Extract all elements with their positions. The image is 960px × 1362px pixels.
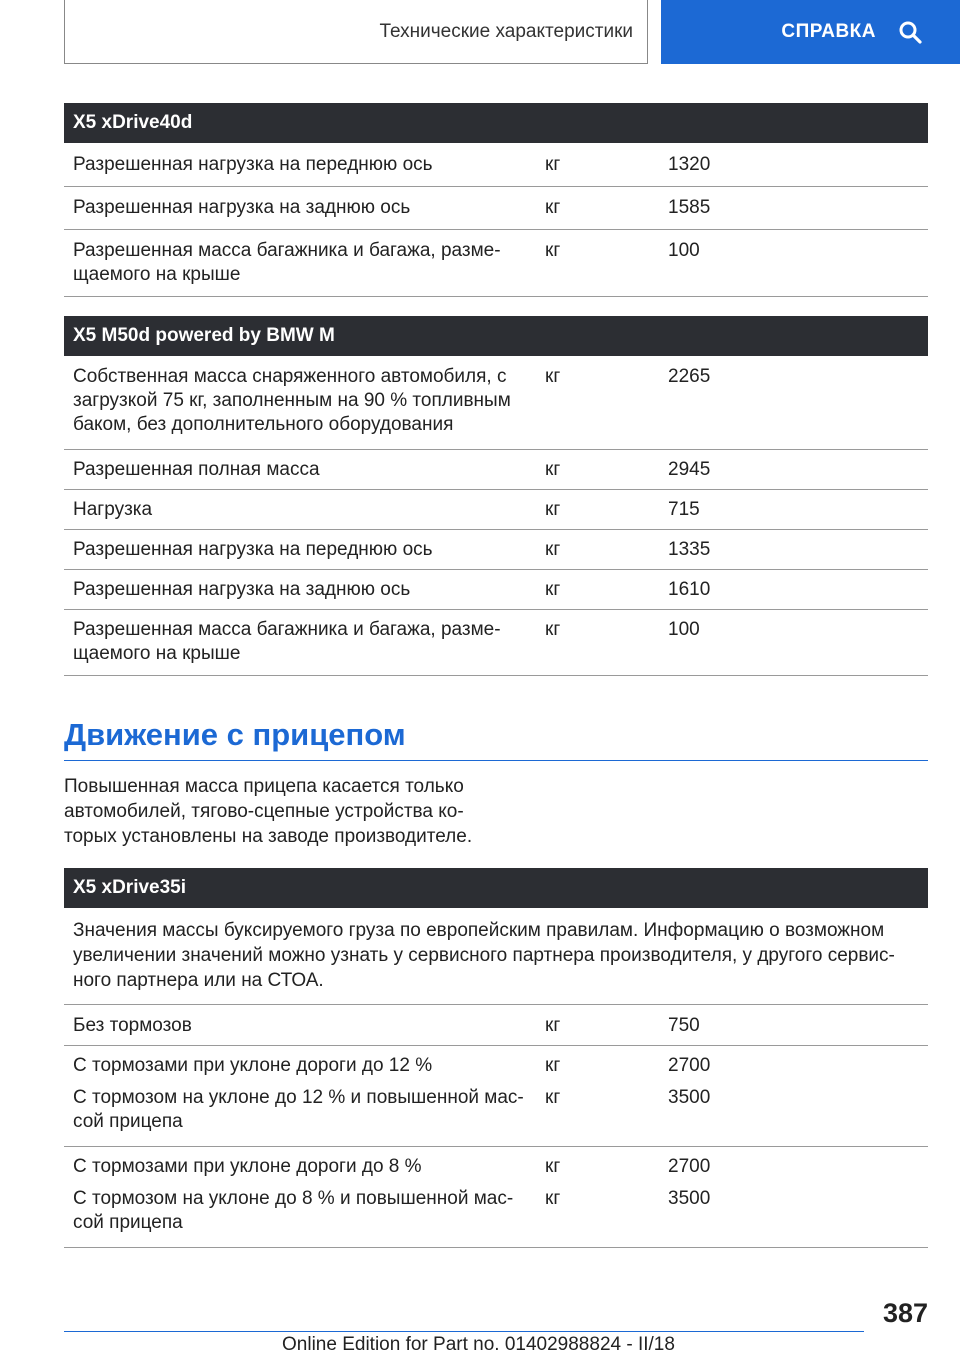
row-label: С тормозом на уклоне до 8 % и повышенной мас-сой прицепа xyxy=(73,1188,514,1233)
row-value: 750 xyxy=(668,1015,700,1036)
row-value: 100 xyxy=(668,619,700,640)
search-icon[interactable] xyxy=(898,20,922,44)
table-row xyxy=(64,1005,928,1046)
row-unit: кг xyxy=(545,1156,561,1177)
row-label: Разрешенная масса багажника и багажа, разме-щаемого на крыше xyxy=(73,240,501,285)
row-value: 3500 xyxy=(668,1188,711,1209)
section-heading-towing: Движение с прицепом xyxy=(64,712,928,761)
row-unit: кг xyxy=(545,539,561,560)
table-row xyxy=(64,570,928,610)
row-unit: кг xyxy=(545,240,561,261)
row-label: Разрешенная полная масса xyxy=(73,459,320,480)
help-nav-label: СПРАВКА xyxy=(781,21,876,42)
row-unit: кг xyxy=(545,366,561,387)
row-value: 100 xyxy=(668,240,700,261)
table-row-group xyxy=(64,1046,928,1147)
row-unit: кг xyxy=(545,197,561,218)
towing-note: Значения массы буксируемого груза по европейским правилам. Информацию о возможном увеличении значений можно узнать у сервисного партнера производителя, у другого сервис-ного партнера или на СТОА. xyxy=(64,908,928,1005)
row-unit: кг xyxy=(545,154,561,175)
row-value: 1610 xyxy=(668,579,711,600)
row-label: С тормозом на уклоне до 12 % и повышенной мас-сой прицепа xyxy=(73,1087,524,1132)
row-value: 1320 xyxy=(668,154,711,175)
row-label: Разрешенная нагрузка на заднюю ось xyxy=(73,197,411,218)
page-number: 387 xyxy=(882,1298,928,1328)
table-row xyxy=(64,490,928,530)
row-unit: кг xyxy=(545,1055,561,1076)
row-value: 2700 xyxy=(668,1156,711,1177)
row-unit: кг xyxy=(545,459,561,480)
row-value: 2945 xyxy=(668,459,711,480)
edition-footer: Online Edition for Part no. 01402988824 - II/18 xyxy=(282,1334,675,1355)
table-row xyxy=(64,143,928,187)
row-unit: кг xyxy=(545,1087,561,1108)
header-section-title-box xyxy=(64,0,648,64)
row-unit: кг xyxy=(545,1188,561,1209)
row-label: Разрешенная масса багажника и багажа, разме-щаемого на крыше xyxy=(73,619,501,664)
table-model-header: X5 xDrive40d xyxy=(64,103,928,143)
table-row xyxy=(64,187,928,230)
row-label: Собственная масса снаряженного автомобиля, с загрузкой 75 кг, заполненным на 90 % топливным баком, без дополнительного оборудования xyxy=(73,366,511,435)
row-label: Без тормозов xyxy=(73,1015,192,1036)
row-label: Разрешенная нагрузка на переднюю ось xyxy=(73,154,433,175)
table-row xyxy=(64,230,928,297)
table-row xyxy=(64,450,928,490)
help-nav-button[interactable] xyxy=(661,0,960,64)
table-model-header: X5 xDrive35i xyxy=(64,868,928,908)
row-value: 715 xyxy=(668,499,700,520)
row-value: 2265 xyxy=(668,366,711,387)
table-row xyxy=(64,356,928,450)
table-row xyxy=(64,530,928,570)
table-row-group xyxy=(64,1147,928,1248)
spec-table-x5-xdrive40d xyxy=(64,103,928,297)
row-label: С тормозами при уклоне дороги до 8 % xyxy=(73,1156,422,1177)
row-value: 2700 xyxy=(668,1055,711,1076)
spec-table-x5-xdrive35i xyxy=(64,868,928,1248)
row-unit: кг xyxy=(545,619,561,640)
row-label: Нагрузка xyxy=(73,499,153,520)
row-value: 1585 xyxy=(668,197,711,218)
row-value: 3500 xyxy=(668,1087,711,1108)
table-row xyxy=(64,610,928,676)
row-unit: кг xyxy=(545,499,561,520)
row-label: С тормозами при уклоне дороги до 12 % xyxy=(73,1055,433,1076)
row-label: Разрешенная нагрузка на переднюю ось xyxy=(73,539,433,560)
section-title: Технические характеристики xyxy=(379,20,633,42)
footer-divider xyxy=(64,1331,864,1332)
row-unit: кг xyxy=(545,579,561,600)
row-value: 1335 xyxy=(668,539,711,560)
row-label: Разрешенная нагрузка на заднюю ось xyxy=(73,579,411,600)
table-model-header: X5 M50d powered by BMW M xyxy=(64,316,928,356)
towing-intro-text: Повышенная масса прицепа касается только автомобилей, тягово-сцепные устройства ко-торых установлены на заводе производителе. xyxy=(64,776,473,847)
row-unit: кг xyxy=(545,1015,561,1036)
spec-table-x5-m50d xyxy=(64,316,928,676)
